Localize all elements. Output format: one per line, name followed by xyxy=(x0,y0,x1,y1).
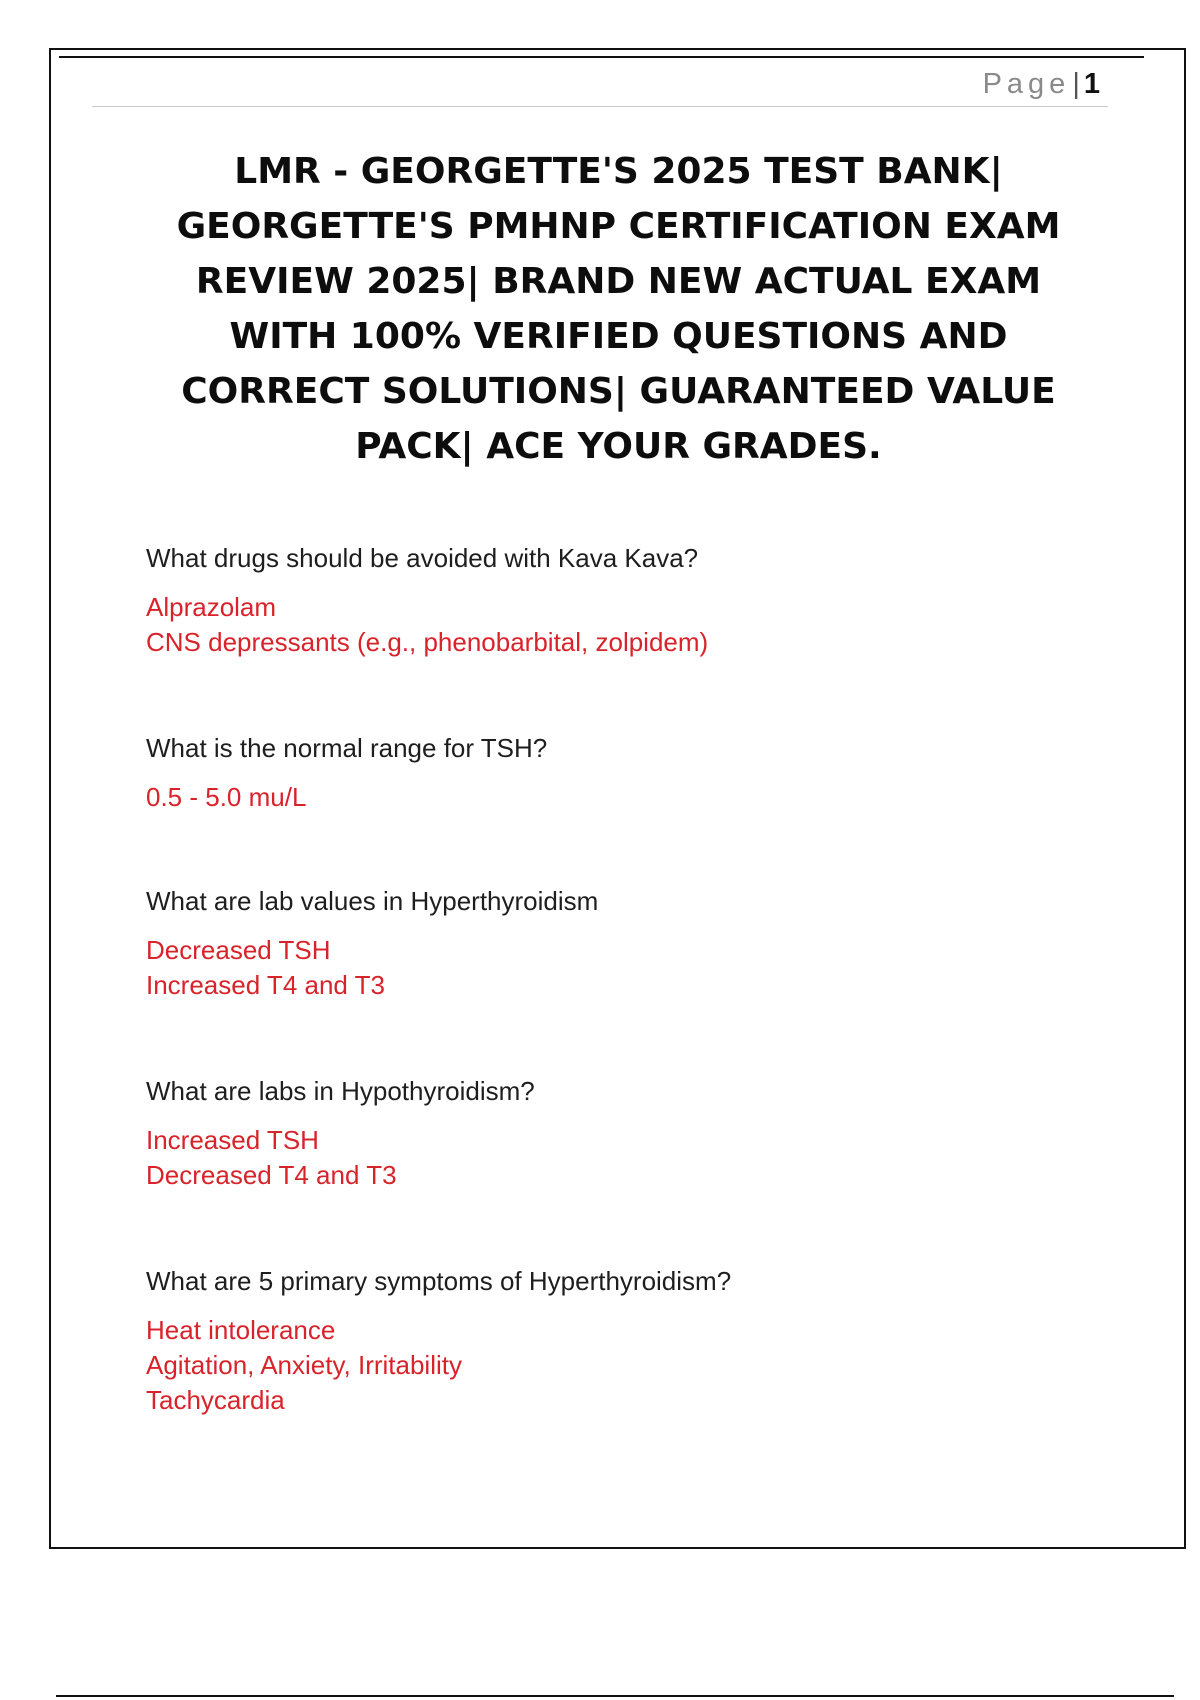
answer-line: 0.5 - 5.0 mu/L xyxy=(146,782,307,812)
question: What are lab values in Hyperthyroidism xyxy=(146,886,599,916)
bottom-rule xyxy=(56,1695,1174,1697)
title-line: PACK| ACE YOUR GRADES. xyxy=(355,426,882,467)
title-line: GEORGETTE'S PMHNP CERTIFICATION EXAM xyxy=(176,206,1061,247)
question: What are 5 primary symptoms of Hyperthyroidism? xyxy=(146,1266,732,1296)
answer-block xyxy=(146,1123,535,1193)
answer-line: Alprazolam xyxy=(146,592,277,622)
answer-block xyxy=(146,933,598,1003)
qa-item xyxy=(146,540,708,660)
qa-item xyxy=(146,883,598,1003)
page-separator: | xyxy=(1072,68,1080,100)
top-rule xyxy=(59,56,1144,58)
answer-block xyxy=(146,590,708,660)
page-label: Page xyxy=(982,68,1071,100)
qa-item xyxy=(146,730,547,815)
answer-line: Decreased T4 and T3 xyxy=(146,1160,397,1190)
qa-item xyxy=(146,1073,535,1193)
title-line: LMR - GEORGETTE'S 2025 TEST BANK| xyxy=(234,151,1003,192)
question: What is the normal range for TSH? xyxy=(146,733,548,763)
question: What drugs should be avoided with Kava Kava? xyxy=(146,543,699,573)
answer-block xyxy=(146,780,547,815)
answer-line: Heat intolerance xyxy=(146,1315,336,1345)
answer-line: Increased TSH xyxy=(146,1125,319,1155)
answer-block xyxy=(146,1313,731,1418)
title-line: CORRECT SOLUTIONS| GUARANTEED VALUE xyxy=(181,371,1056,412)
title-line: REVIEW 2025| BRAND NEW ACTUAL EXAM xyxy=(195,261,1042,302)
page-number xyxy=(983,68,1100,101)
question: What are labs in Hypothyroidism? xyxy=(146,1076,535,1106)
answer-line: Tachycardia xyxy=(146,1385,285,1415)
answer-line: CNS depressants (e.g., phenobarbital, zolpidem) xyxy=(146,627,709,657)
answer-line: Decreased TSH xyxy=(146,935,331,965)
title-line: WITH 100% VERIFIED QUESTIONS AND xyxy=(229,316,1008,357)
page-header xyxy=(92,60,1108,107)
document-title xyxy=(100,144,1137,474)
answer-line: Increased T4 and T3 xyxy=(146,970,385,1000)
answer-line: Agitation, Anxiety, Irritability xyxy=(146,1350,462,1380)
qa-item xyxy=(146,1263,731,1418)
page-number-value: 1 xyxy=(1083,68,1100,100)
